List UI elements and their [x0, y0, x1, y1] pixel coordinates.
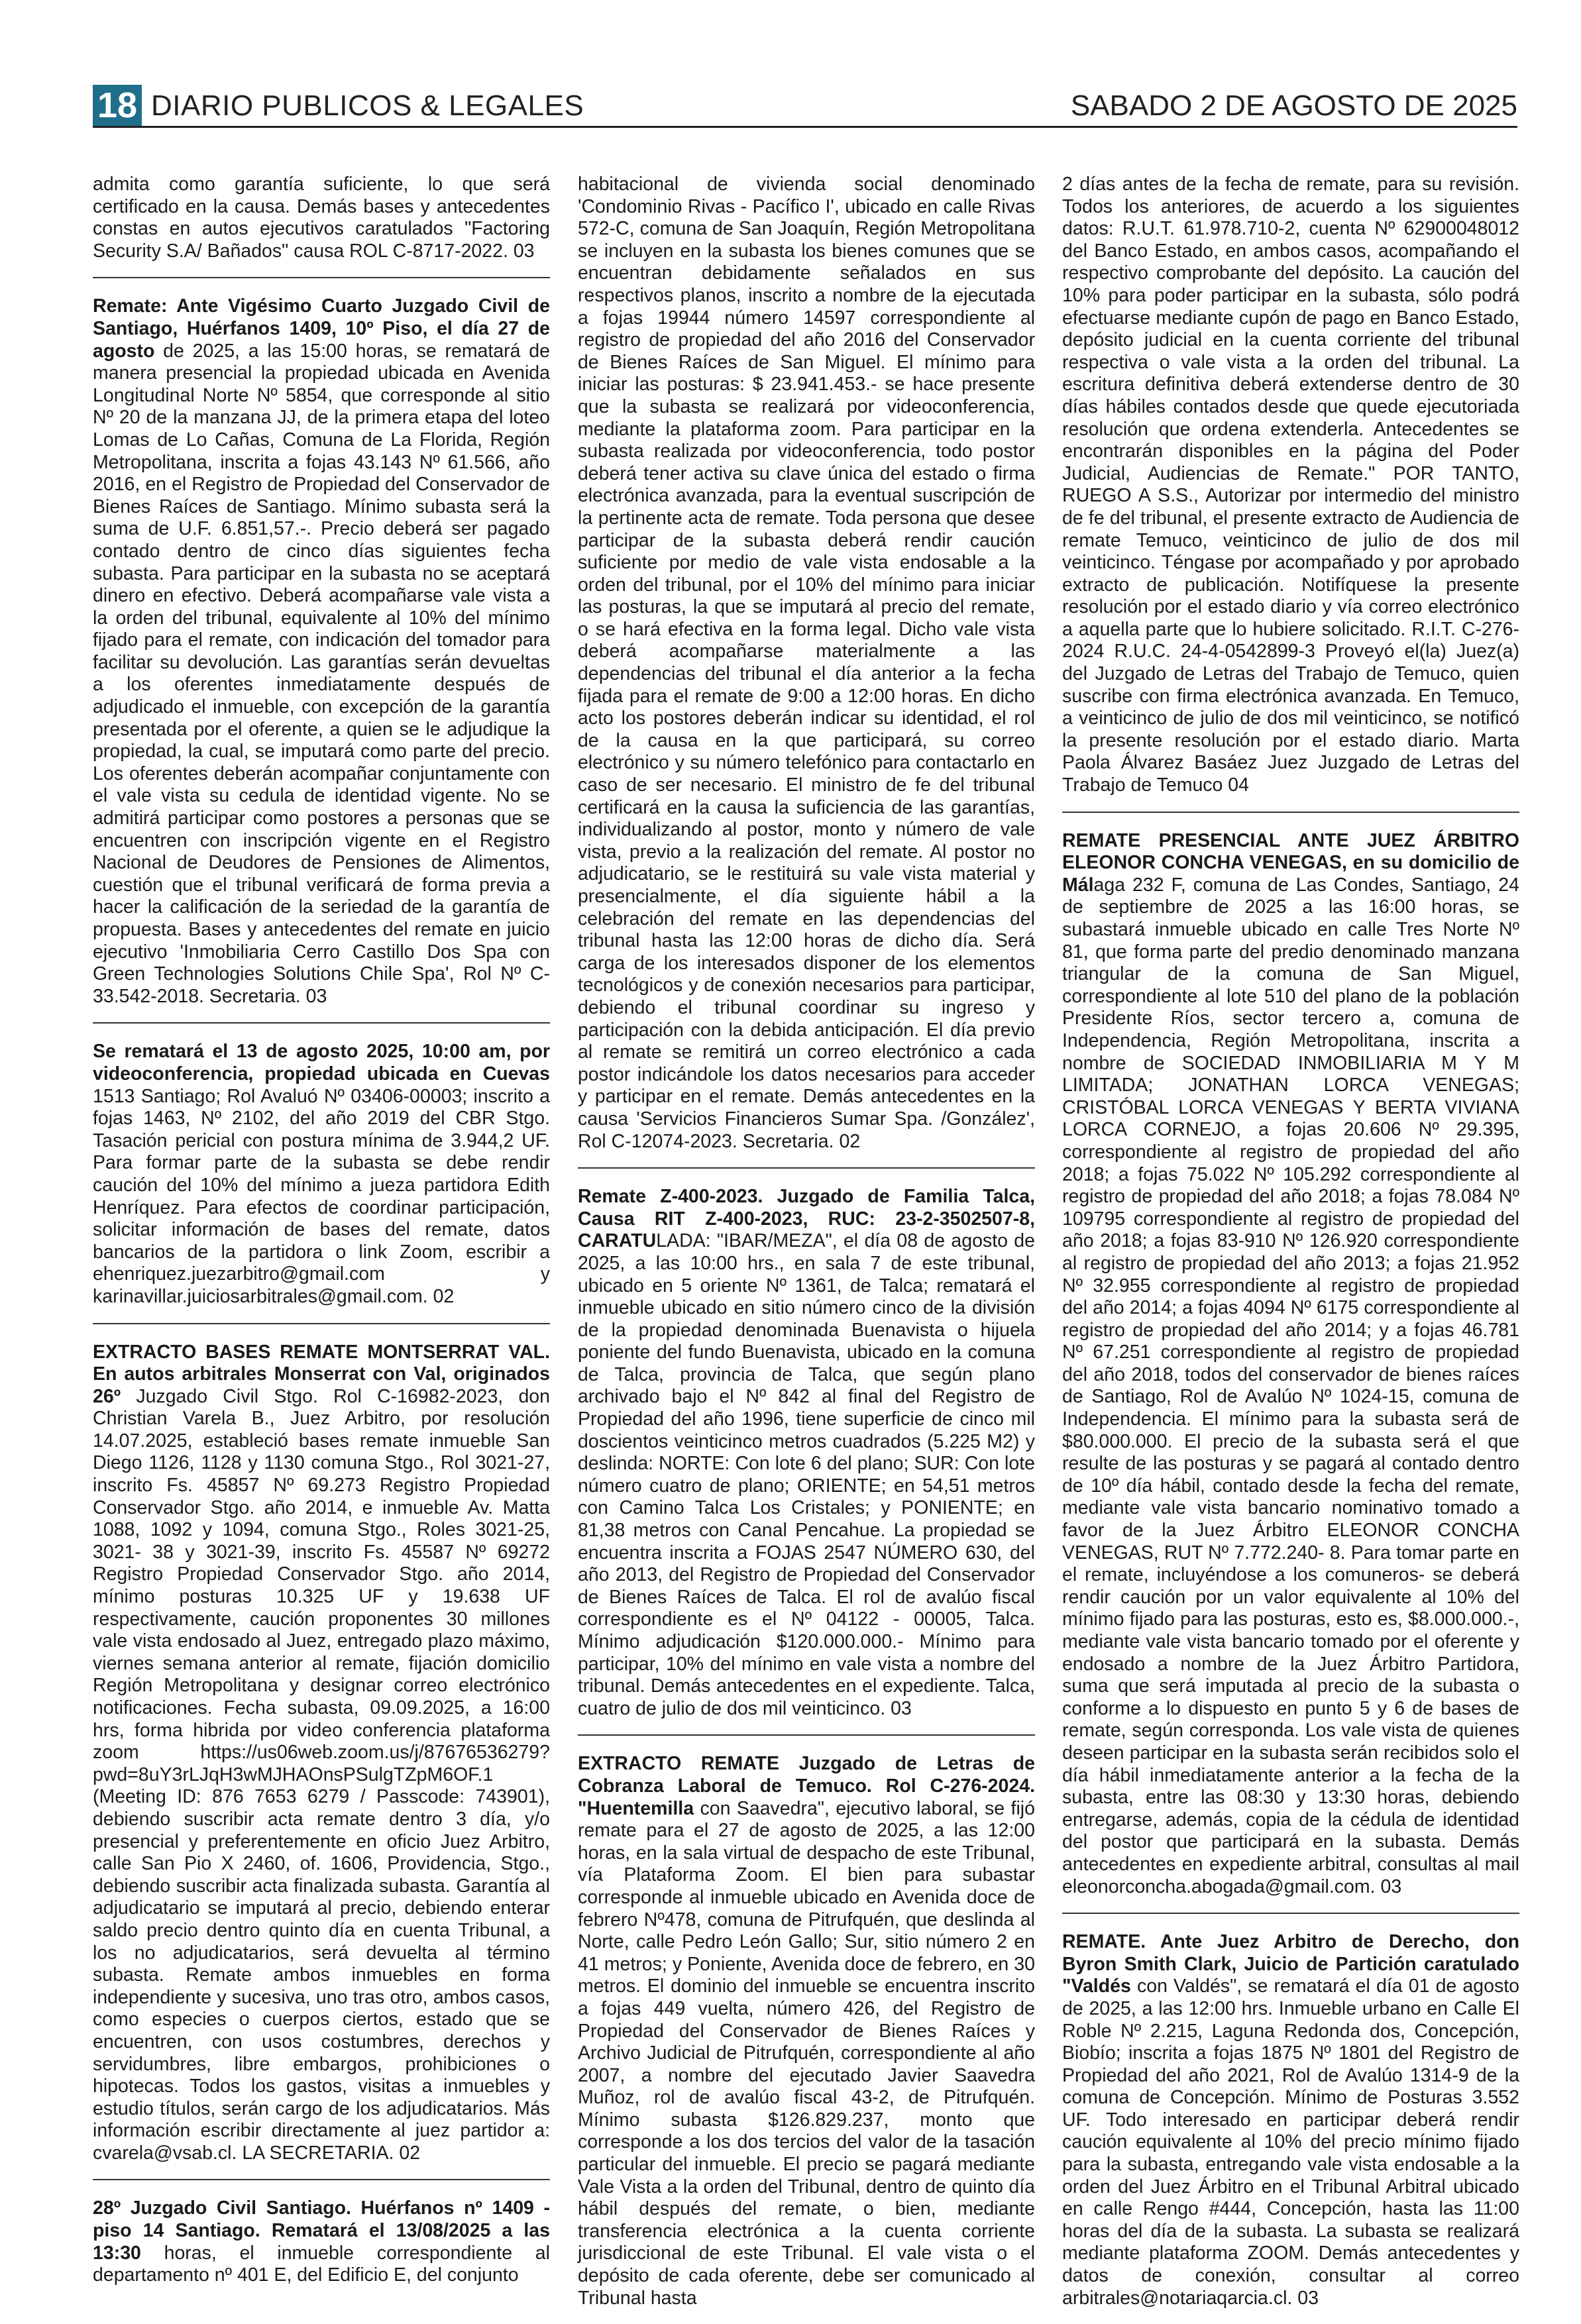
notice-body: admita como garantía suficiente, lo que será certificado en la causa. Demás bases y antecedentes constas en autos ejecutivos caratulados "Factoring Security S.A/ Bañados" causa ROL C-8717-2022. 03: [93, 174, 550, 262]
column-1: [93, 174, 550, 2294]
notice-heading: REMATE PRESENCIAL ANTE JUEZ ÁRBITRO ELEONOR CONCHA VENEGAS, en su domicilio de Mál: [1062, 829, 1519, 896]
legal-notice: [93, 2197, 550, 2301]
notice-body: 1513 Santiago; Rol Avaluó Nº 03406-00003; inscrito a fojas 1463, Nº 2102, del año 2019 del CBR Stgo. Tasación pericial con postura mínima de 3.944,2 UF. Para formar parte de la subasta se debe rendir caución del 10% del mínimo a jueza partidora Edith Henríquez. Para efectos de coordinar participación, solicitar información de bases del remate, datos bancarios de la partidora o link Zoom, escribir a ehenriquez.juezarbitro@gmail.com y karinavillar.juiciosarbitrales@gmail.com. 02: [93, 1085, 550, 1307]
legal-notice: [578, 1753, 1035, 2324]
legal-notice: [93, 295, 550, 1024]
notice-body: Juzgado Civil Stgo. Rol C-16982-2023, don Christian Varela B., Juez Arbitro, por resolución 14.07.2025, estableció bases remate inmueble San Diego 1126, 1128 y 1130 comuna Stgo., Rol 3021-27, inscrito Fs. 45857 Nº 69.273 Registro Propiedad Conservador Stgo. año 2014, e inmueble Av. Matta 1088, 1092 y 1094, comuna Stgo., Roles 3021-25, 3021- 38 y 3021-39, inscrito Fs. 45587 Nº 69272 Registro Propiedad Conservador Stgo. año 2014, mínimo posturas 10.325 UF y 19.638 UF respectivamente, caución proponentes 30 millones vale vista endosado al Juez, entregado plazo máximo, viernes semana anterior al remate, fijación domicilio Región Metropolitana y designar correo electrónico notificaciones. Fecha subasta, 09.09.2025, a 16:00 hrs, forma hibrida por video conferencia plataforma zoom https://us06web.zoom.us/j/87676536279?pwd=8uY3rLJqH3wMJHAOnsPSulgTZpM6OF.1 (Meeting ID: 876 7653 6279 / Passcode: 743901), debiendo suscribir acta remate dentro 3 día, y/o presencial y preferentemente en oficio Juez Arbitro, calle San Pio X 2460, of. 1606, Providencia, Stgo., debiendo suscribir acta finalizada subasta. Garantía al adjudicatario se imputará al precio, debiendo enterar saldo precio dentro quinto día en cuenta Tribunal, a los no adjudicatarios, será devuelta al término subasta. Remate ambos inmuebles en forma independiente y sucesiva, uno tras otro, ambos casos, como especies o cuerpos ciertos, estado que se encuentren, con usos costumbres, derechos y servidumbres, libre embargos, prohibiciones o hipotecas. Todos los gastos, visitas a inmuebles y estudio títulos, serán cargo de los adjudicatarios. Más información escribir directamente al juez partidor a: cvarela@vsab.cl. LA SECRETARIA. 02: [93, 1385, 550, 2164]
legal-notice: [1062, 1931, 1519, 2324]
page-number: 18: [93, 85, 142, 126]
notice-body: habitacional de vivienda social denominado 'Condominio Rivas - Pacífico I', ubicado en calle Rivas 572-C, comuna de San Joaquín, Región Metropolitana se incluyen en la subasta los bienes comunes que se encuentran debidamente señalados en sus respectivos planos, inscrito a nombre de la ejecutada a fojas 19944 número 14597 correspondiente al registro de propiedad del año 2016 del Conservador de Bienes Raíces de San Miguel. El mínimo para iniciar las posturas: $ 23.941.453.- se hace presente que la subasta se realizará por videoconferencia, mediante la plataforma zoom. Para participar en la subasta realizada por videoconferencia, todo postor deberá tener activa su clave única del estado o firma electrónica avanzada, para la eventual suscripción de la pertinente acta de remate. Toda persona que desee participar de la subasta deberá rendir caución suficiente por medio de vale vista endosable a la orden del tribunal, por el 10% del mínimo para iniciar las posturas, la que se imputará al precio del remate, o se hará efectiva en la forma legal. Dicho vale vista deberá acompañarse materialmente a las dependencias del tribunal el día anterior a la fecha fijada para el remate de 9:00 a 12:00 horas. En dicho acto los postores deberán indicar su identidad, el rol de la causa en la que participará, su correo electrónico y su número telefónico para contactarlo en caso de ser necesario. El ministro de fe del tribunal certificará en la causa la suficiencia de las garantías, individualizando al postor, monto y número de vale vista, previo a la realización del remate. Al postor no adjudicatario, se le restituirá su vale vista material y presencialmente, el día siguiente hábil a la celebración del remate en las dependencias del tribunal hasta las 12:00 horas de dicho día. Será carga de los interesados disponer de los elementos tecnológicos y de conexión necesarios para participar, debiendo el tribunal coordinar su ingreso y participación con la debida anticipación. El día previo al remate se remitirá un correo electrónico a cada postor indicándole los datos necesarios para acceder y participar en el remate. Demás antecedentes en la causa 'Servicios Financieros Sumar Spa. /González', Rol C-12074-2023. Secretaria. 02: [578, 174, 1035, 1152]
notice-heading: Se rematará el 13 de agosto 2025, 10:00 am, por videoconferencia, propiedad ubicada en Cuevas: [93, 1041, 550, 1084]
legal-notice: [1062, 174, 1519, 813]
legal-notice: [578, 174, 1035, 1169]
notice-heading: Remate Z-400-2023. Juzgado de Familia Talca, Causa RIT Z-400-2023, RUC: 23-2-3502507-8, CARATU: [578, 1186, 1035, 1252]
notice-body: horas, el inmueble correspondiente al departamento nº 401 E, del Edificio E, del conjunto: [93, 2242, 550, 2286]
notice-body: 2 días antes de la fecha de remate, para su revisión. Todos los anteriores, de acuerdo a los siguientes datos: R.U.T. 61.978.710-2, cuenta Nº 62900048012 del Banco Estado, en ambos casos, acompañando el respectivo comprobante del depósito. La caución del 10% para poder participar en la subasta, sólo podrá efectuarse mediante cupón de pago en Banco Estado, depósito judicial en la cuenta corriente del tribunal respectiva o vale vista a la orden del tribunal. La escritura definitiva deberá extenderse dentro de 30 días hábiles contados desde que quede ejecutoriada resolución que ordena extenderla. Antecedentes se encontrarán disponibles en la página del Poder Judicial, Audiencias de Remate." POR TANTO, RUEGO A S.S., Autorizar por intermedio del ministro de fe del tribunal, el presente extracto de Audiencia de remate Temuco, veinticinco de julio de dos mil veinticinco. Téngase por acompañado y por aprobado extracto de publicación. Notifíquese la presente resolución por el estado diario y vía correo electrónico a aquella parte que lo hubiere solicitado. R.I.T. C-276-2024 R.U.C. 24-4-0542899-3 Proveyó el(la) Juez(a) del Juzgado de Letras del Trabajo de Temuco, quien suscribe con firma electrónica avanzada. En Temuco, a veinticinco de julio de dos mil veinticinco, se notificó la presente resolución por el estado diario. Marta Paola Álvarez Basáez Juez Juzgado de Letras del Trabajo de Temuco 04: [1062, 174, 1519, 796]
legal-notice: [1062, 830, 1519, 1915]
legal-notice: [578, 1186, 1035, 1736]
notice-heading: EXTRACTO BASES REMATE MONTSERRAT VAL. En autos arbitrales Monserrat con Val, originados 26º: [93, 1341, 550, 1407]
notice-heading: REMATE. Ante Juez Arbitro de Derecho, don Byron Smith Clark, Juicio de Partición caratulado "Valdés: [1062, 1931, 1519, 1997]
page-header: [93, 85, 1517, 128]
notice-body: con Valdés", se rematará el día 01 de agosto de 2025, a las 12:00 hrs. Inmueble urbano en Calle El Roble Nº 2.215, Laguna Redonda dos, Concepción, Biobío; inscrita a fojas 1875 Nº 1801 del Registro de Propiedad del año 2021, Rol de Avalúo 1314-9 de la comuna de Concepción. Mínimo de Posturas 3.552 UF. Todo interesado en participar deberá rendir caución equivalente al 10% del precio mínimo fijado para la subasta, entregando vale vista endosable a la orden del Juez Árbitro en el Tribunal Arbitral ubicado en calle Rengo #444, Concepción, hasta las 11:00 horas del día de la subasta. La subasta se realizará mediante plataforma ZOOM. Demás antecedentes y datos de conexión, consultar al correo arbitrales@notariaqarcia.cl. 03: [1062, 1976, 1519, 2309]
legal-notice: [93, 174, 550, 278]
notice-body: aga 232 F, comuna de Las Condes, Santiago, 24 de septiembre de 2025 a las 16:00 horas, se subastará inmueble ubicado en calle Tres Norte Nº 81, que forma parte del predio denominado manzana triangular de la comuna de San Miguel, correspondiente al lote 510 del plano de la población Presidente Ríos, sector tercero a, comuna de Independencia, Región Metropolitana, inscrita a nombre de SOCIEDAD INMOBILIARIA M Y M LIMITADA; JONATHAN LORCA VENEGAS; CRISTÓBAL LORCA VENEGAS Y BERTA VIVIANA LORCA CORNEJO, a fojas 20.606 Nº 29.395, correspondiente al registro de propiedad del año 2018; a fojas 75.022 Nº 105.292 correspondiente al registro de propiedad del año 2018; a fojas 78.084 Nº 109795 correspondiente al registro de propiedad del año 2018; a fojas 83-910 Nº 126.920 correspondiente al registro de propiedad del año 2013; a fojas 21.952 Nº 32.955 correspondiente al registro de propiedad del año 2014; a fojas 4094 Nº 6175 correspondiente al registro de propiedad del año 2014; y a fojas 46.781 Nº 67.251 correspondiente al registro de propiedad del año 2018, todos del conservador de bienes raíces de Santiago, Rol de Avalúo Nº 1024-15, comuna de Independencia. El mínimo para la subasta será de $80.000.000. El precio de la subasta será el que resulte de las posturas y se pagará al contado dentro de 10º día hábil, contado desde la fecha del remate, mediante vale vista bancario nominativo tomado a favor de la Juez Árbitro ELEONOR CONCHA VENEGAS, RUT Nº 7.772.240- 8. Para tomar parte en el remate, incluyéndose a los comuneros- se deberá rendir caución por un valor equivalente al 10% del mínimo fijado para las posturas, esto es, $8.000.000.-, mediante vale vista bancario tomado por el oferente y endosado a nombre de la Juez Árbitro Partidora, suma que será imputada al precio de la subasta o conforme a lo dispuesto en punto 5 y 6 de bases de remate, según corresponda. Los vale vista de quienes deseen participar en la subasta serán recibidos solo el día hábil inmediatamente anterior a la fecha de la subasta, entre las 08:30 y 13:30 horas, debiendo entregarse, además, copia de la cédula de identidad del postor que participará en la subasta. Demás antecedentes en expediente arbitral, consultas al mail eleonorconcha.abogada@gmail.com. 03: [1062, 874, 1519, 1897]
notice-heading: Remate: Ante Vigésimo Cuarto Juzgado Civil de Santiago, Huérfanos 1409, 10º Piso, el día 27 de agosto: [93, 295, 550, 362]
notice-body: de 2025, a las 15:00 horas, se rematará de manera presencial la propiedad ubicada en Avenida Longitudinal Norte Nº 5854, que corresponde al sitio Nº 20 de la manzana JJ, de la primera etapa del loteo Lomas de Lo Cañas, Comuna de La Florida, Región Metropolitana, inscrita a fojas 43.143 Nº 61.566, año 2016, en el Registro de Propiedad del Conservador de Bienes Raíces de Santiago. Mínimo subasta será la suma de U.F. 6.851,57.-. Precio deberá ser pagado contado dentro de cinco días siguientes fecha subasta. Para participar en la subasta no se aceptará dinero en efectivo. Deberá acompañarse vale vista a la orden del tribunal, equivalente al 10% del mínimo fijado para el remate, con indicación del tomador para facilitar su devolución. Las garantías serán devueltas a los oferentes inmediatamente después de adjudicado el inmueble, con excepción de la garantía presentada por el oferente, a quien se le adjudique la propiedad, la cual, se imputará como parte del precio. Los oferentes deberán acompañar conjuntamente con el vale vista su cedula de identidad vigente. No se admitirá participar como postores a personas que se encuentren con inscripción vigente en el Registro Nacional de Deudores de Pensiones de Alimentos, cuestión que el tribunal verificará de forma previa a hacer la calificación de la seriedad de la garantía de propuesta. Bases y antecedentes del remate en juicio ejecutivo 'Inmobiliaria Cerro Castillo Dos Spa con Green Technologies Solutions Chile Spa', Rol Nº C-33.542-2018. Secretaria. 03: [93, 340, 550, 1007]
notice-heading: 28º Juzgado Civil Santiago. Huérfanos nº 1409 - piso 14 Santiago. Rematará el 13/08/2025 a las 13:30: [93, 2197, 550, 2264]
notice-heading: EXTRACTO REMATE Juzgado de Letras de Cobranza Laboral de Temuco. Rol C-276-2024. "Huentemilla: [578, 1753, 1035, 1819]
notice-body: con Saavedra", ejecutivo laboral, se fijó remate para el 27 de agosto de 2025, a las 12:00 horas, en la sala virtual de despacho de este Tribunal, vía Plataforma Zoom. El bien para subastar corresponde al inmueble ubicado en Avenida doce de febrero Nº478, comuna de Pitrufquén, que deslinda al Norte, calle Pedro León Gallo; Sur, sitio número 2 en 41 metros; y Poniente, Avenida doce de febrero, en 30 metros. El dominio del inmueble se encuentra inscrito a fojas 449 vuelta, número 426, del Registro de Propiedad del Conservador de Bienes Raíces y Archivo Judicial de Pitrufquén, correspondiente al año 2007, a nombre del ejecutado Javier Saavedra Muñoz, rol de avalúo fiscal 43-2, de Pitrufquén. Mínimo subasta $126.829.237, monto que corresponde a los dos tercios del valor de la tasación particular del inmueble. El precio se pagará mediante Vale Vista a la orden del Tribunal, dentro de quinto día hábil después del remate, o bien, mediante transferencia electrónica a la cuenta corriente jurisdiccional de este Tribunal. El vale vista o el depósito de cada oferente, debe ser comunicado al Tribunal hasta: [578, 1797, 1035, 2309]
legal-notice: [93, 1342, 550, 2181]
publication-name: DIARIO PUBLICOS & LEGALES: [151, 89, 584, 122]
notice-body: LADA: "IBAR/MEZA", el día 08 de agosto de 2025, a las 10:00 hrs., en sala 7 de este tribunal, ubicado en 5 oriente Nº 1361, de Talca; rematará el inmueble ubicado en sitio número cinco de la división de la propiedad denominada Buenavista o hijuela poniente del fundo Buenavista, ubicado en la comuna de Talca, provincia de Talca, que según plano archivado bajo el Nº 842 al final del Registro de Propiedad del año 1996, tiene superficie de cinco mil doscientos veinticinco metros cuadrados (5.225 M2) y deslinda: NORTE: Con lote 6 del plano; SUR: Con lote número cuatro de plano; ORIENTE; en 54,51 metros con Camino Talca Los Cristales; y PONIENTE; en 81,38 metros con Canal Pencahue. La propiedad se encuentra inscrita a FOJAS 2547 NÚMERO 630, del año 2013, del Registro de Propiedad del Conservador de Bienes Raíces de Talca. El rol de avalúo fiscal correspondiente es el Nº 04122 - 00005, Talca. Mínimo adjudicación $120.000.000.- Mínimo para participar, 10% del mínimo en vale vista a nombre del tribunal. Demás antecedentes en el expediente. Talca, cuatro de julio de dos mil veinticinco. 03: [578, 1230, 1035, 1719]
column-3: [1062, 174, 1519, 2309]
publication-date: SABADO 2 DE AGOSTO DE 2025: [1070, 89, 1517, 122]
legal-notice: [93, 1041, 550, 1324]
column-2: [578, 174, 1035, 2309]
